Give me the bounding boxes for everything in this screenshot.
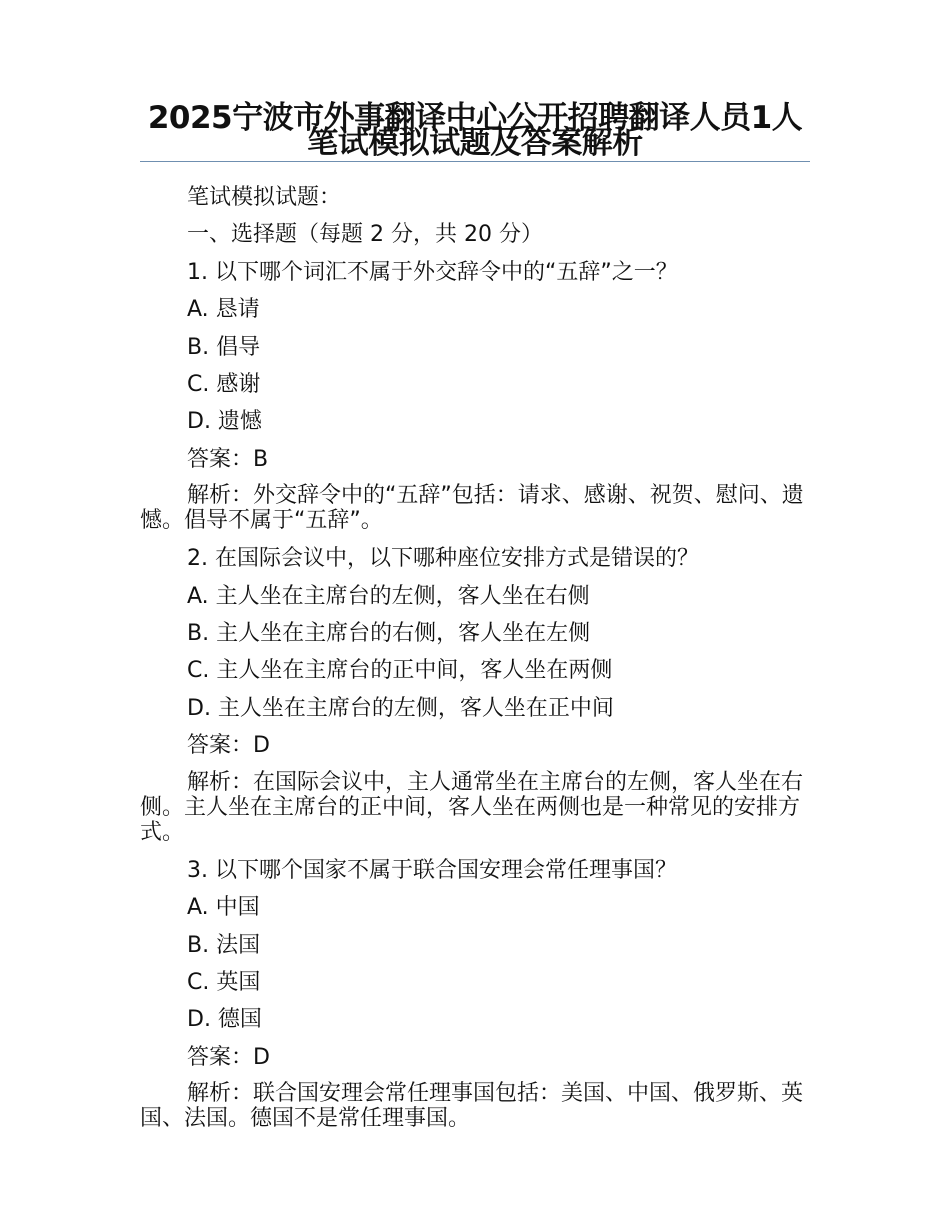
question-text: 1. 以下哪个词汇不属于外交辞令中的“五辞”之一？ (187, 259, 678, 285)
option-b: B. 法国 (187, 932, 261, 958)
answer-text: 答案：D (187, 1044, 270, 1070)
analysis-text: 解析：在国际会议中，主人通常坐在主席台的左侧，客人坐在右侧。主人坐在主席台的正中间，客人坐在两侧也是一种常见的安排方式。 (140, 769, 804, 845)
answer-text: 答案：B (187, 446, 269, 472)
option-a: A. 中国 (187, 895, 260, 921)
question-text: 2. 在国际会议中，以下哪种座位安排方式是错误的？ (187, 546, 699, 572)
option-c: C. 英国 (187, 969, 261, 995)
option-a: A. 恳请 (187, 297, 260, 323)
option-c: C. 主人坐在主席台的正中间，客人坐在两侧 (187, 658, 613, 684)
part-heading: 一、选择题（每题 2 分，共 20 分） (187, 222, 543, 248)
answer-text: 答案：D (187, 733, 270, 759)
option-d: D. 遗憾 (187, 409, 262, 435)
option-d: D. 主人坐在主席台的左侧，客人坐在正中间 (187, 695, 614, 721)
option-c: C. 感谢 (187, 372, 261, 398)
option-d: D. 德国 (187, 1007, 262, 1033)
option-b: B. 倡导 (187, 334, 261, 360)
question-text: 3. 以下哪个国家不属于联合国安理会常任理事国？ (187, 857, 677, 883)
document-body (140, 179, 815, 1138)
section-heading: 笔试模拟试题： (187, 185, 342, 210)
option-b: B. 主人坐在主席台的右侧，客人坐在左侧 (187, 621, 591, 647)
analysis-text: 解析：外交辞令中的“五辞”包括：请求、感谢、祝贺、慰问、遗憾。倡导不属于“五辞”。 (140, 483, 804, 534)
page-title: 2025宁波市外事翻译中心公开招聘翻译人员1人笔试模拟试题及答案解析 (147, 100, 803, 161)
title-divider (140, 161, 810, 162)
option-a: A. 主人坐在主席台的左侧，客人坐在右侧 (187, 583, 590, 609)
analysis-text: 解析：联合国安理会常任理事国包括：美国、中国、俄罗斯、英国、法国。德国不是常任理事国。 (140, 1081, 804, 1132)
